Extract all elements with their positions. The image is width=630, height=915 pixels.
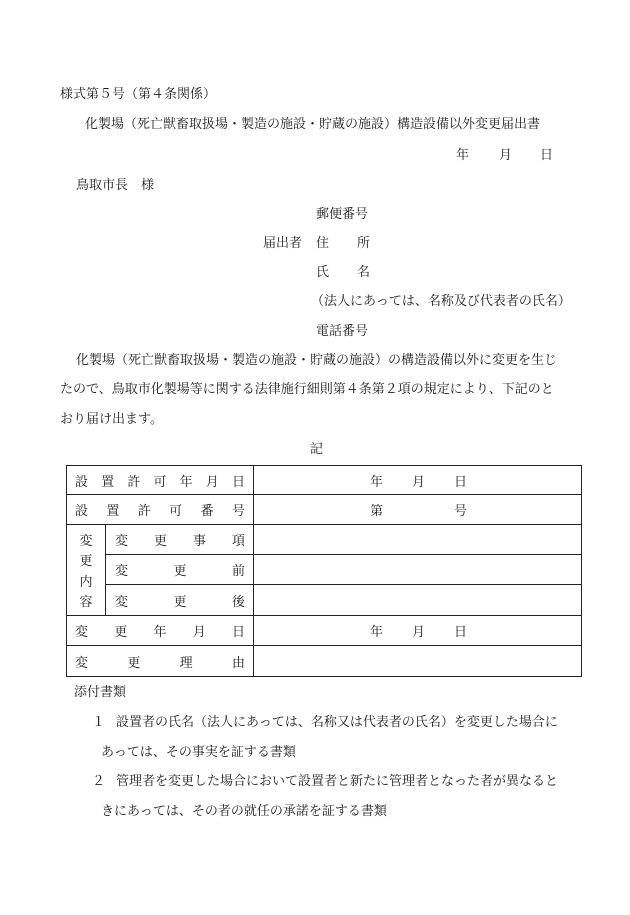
corporation-note: （法人にあっては、名称及び代表者の氏名） <box>311 294 571 309</box>
change-item-label: 変 更 事 項 <box>115 534 245 549</box>
name-char-2: 名 <box>357 265 371 280</box>
change-date-value: 年 月 日 <box>370 625 468 640</box>
address-char-2: 所 <box>357 236 371 251</box>
attachments-heading: 添付書類 <box>74 685 127 700</box>
address-char-1: 住 <box>316 236 330 251</box>
date-year: 年 <box>456 148 470 163</box>
attachment-1-number: １ <box>92 715 106 730</box>
ki-heading: 記 <box>310 442 324 457</box>
attachment-2-number: ２ <box>92 774 106 789</box>
attachment-2-line-1: 管理者を変更した場合において設置者と新たに管理者となった者が異なると <box>116 774 559 789</box>
name-char-1: 氏 <box>316 265 330 280</box>
form-title: 化製場（死亡獣畜取扱場・製造の施設・貯蔵の施設）構造設備以外変更届出書 <box>85 117 541 132</box>
form-number: 様式第５号（第４条関係） <box>60 87 217 102</box>
body-line-3: おり届け出ます。 <box>60 412 163 427</box>
permit-number-value: 第 号 <box>370 504 468 519</box>
details-table <box>66 465 582 677</box>
table-rule <box>105 524 106 615</box>
attachment-2-line-2: きにあっては、その者の就任の承諾を証する書類 <box>101 804 387 819</box>
body-line-1: 化製場（死亡獣畜取扱場・製造の施設・貯蔵の施設）の構造設備以外に変更を生じ <box>76 353 558 368</box>
addressee: 鳥取市長 様 <box>76 178 155 193</box>
postal-code-label: 郵便番号 <box>316 207 369 222</box>
before-change-label: 変 更 前 <box>115 564 245 579</box>
permit-date-label: 設 置 許 可 年 月 日 <box>75 474 245 490</box>
date-day: 日 <box>540 148 554 163</box>
after-change-label: 変 更 後 <box>115 594 245 610</box>
phone-label: 電話番号 <box>316 324 369 339</box>
attachment-1-line-1: 設置者の氏名（法人にあっては、名称又は代表者の氏名）を変更した場合に <box>116 715 558 730</box>
permit-number-label: 設 置 許 可 番 号 <box>75 504 245 519</box>
change-date-label: 変 更 年 月 日 <box>75 625 245 640</box>
submitter-label: 届出者 <box>263 236 303 251</box>
change-content-label: 変 更 内 容 <box>79 534 93 610</box>
permit-date-value: 年 月 日 <box>370 474 468 490</box>
change-reason-label: 変 更 理 由 <box>75 655 245 671</box>
attachment-1-line-2: あっては、その事実を証する書類 <box>101 745 296 760</box>
date-month: 月 <box>499 148 513 163</box>
body-line-2: たので、鳥取市化製場等に関する法律施行細則第４条第２項の規定により、下記のと <box>60 382 554 397</box>
